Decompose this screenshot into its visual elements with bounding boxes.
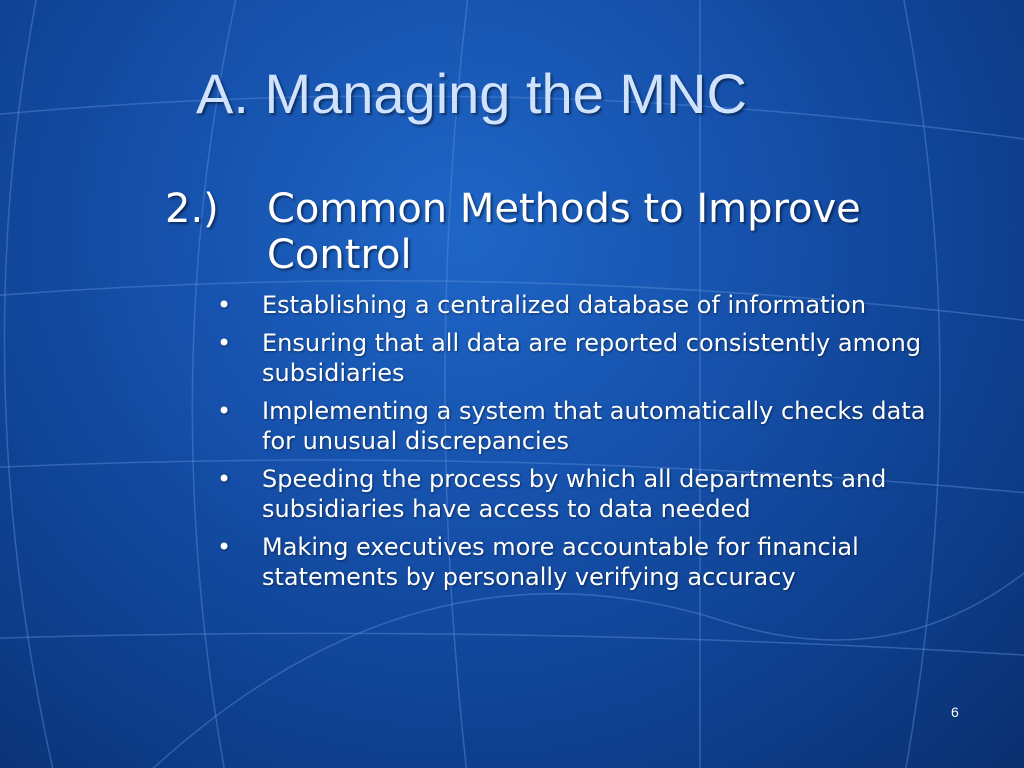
bullet-item <box>215 532 955 592</box>
bullet-icon: • <box>217 291 232 319</box>
bullet-icon: • <box>217 329 232 357</box>
bullet-item <box>215 464 955 524</box>
bullet-text: Implementing a system that automatically checks data for unusual discrepancies <box>262 397 926 455</box>
bullet-text: Speeding the process by which all departments and subsidiaries have access to data needed <box>262 465 887 523</box>
slide-title: A. Managing the MNC <box>196 62 747 125</box>
subheading <box>165 186 965 278</box>
subheading-number: 2.) <box>165 186 219 232</box>
bullet-text: Ensuring that all data are reported consistently among subsidiaries <box>262 329 922 387</box>
bullet-item <box>215 290 955 320</box>
subheading-line-1 <box>165 186 965 232</box>
bullet-item <box>215 328 955 388</box>
page-number: 6 <box>951 704 959 720</box>
bullet-item <box>215 396 955 456</box>
bullet-list <box>215 290 955 600</box>
bullet-text: Establishing a centralized database of information <box>262 291 867 319</box>
subheading-text-line-2: Control <box>267 232 412 278</box>
bullet-icon: • <box>217 397 232 425</box>
bullet-icon: • <box>217 533 232 561</box>
bullet-icon: • <box>217 465 232 493</box>
subheading-text-line-1: Common Methods to Improve <box>267 186 861 232</box>
bullet-text: Making executives more accountable for financial statements by personally verifying accuracy <box>262 533 859 591</box>
